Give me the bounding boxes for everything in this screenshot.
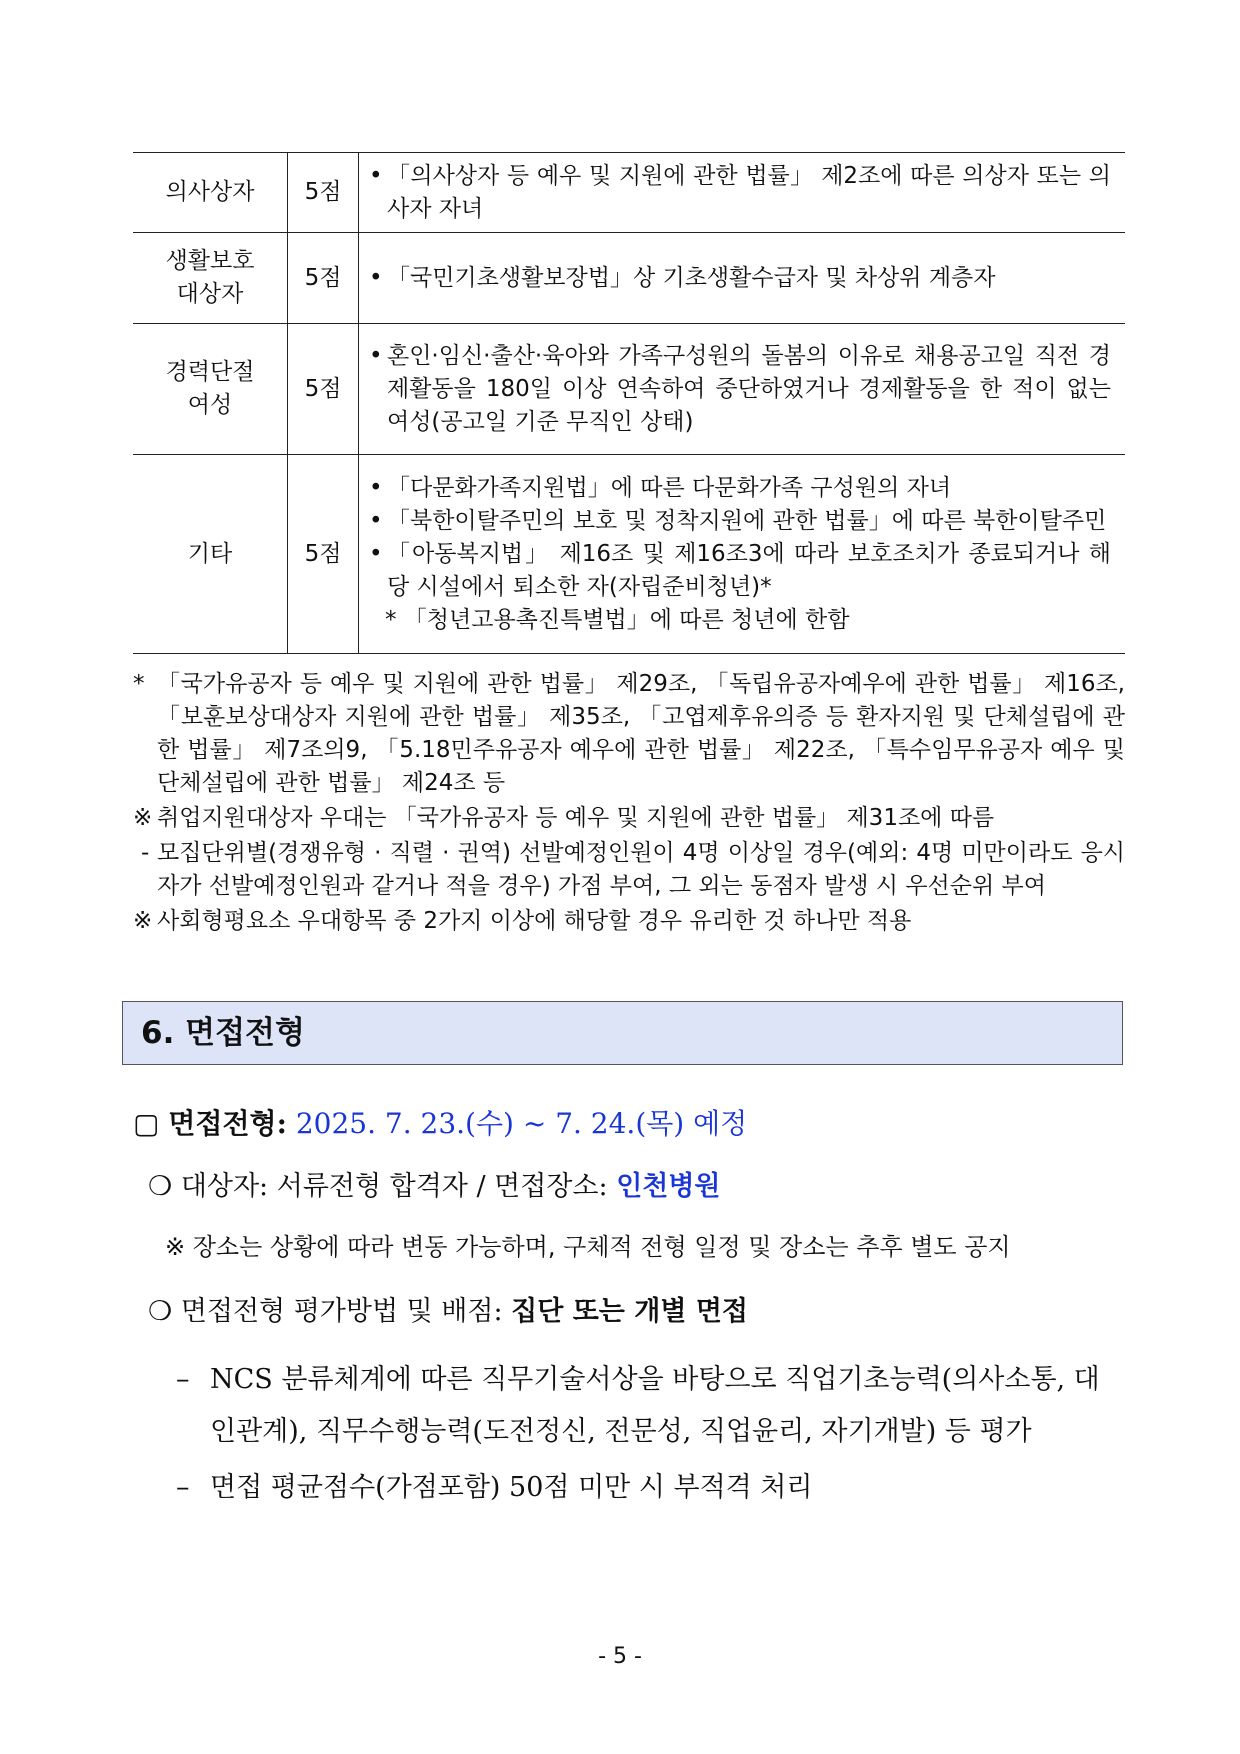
list-item	[176, 1354, 1124, 1458]
bullet-icon: •	[369, 264, 383, 291]
note-text: 「국가유공자 등 예우 및 지원에 관한 법률」 제29조, 「독립유공자예우에 관한 법률」 제16조, 「보훈보상대상자 지원에 관한 법률」 제35조, 「고엽제후유의증 등 환자지원 및 단체설립에 관한 법률」 제7조의9, 「5.18민주유공자 예우에 관한 법률」 제22조, 「특수임무유공자 예우 및 단체설립에 관한 법률」 제24조 등	[157, 671, 1125, 796]
interview-place: 인천병원	[616, 1171, 721, 1202]
table-row	[133, 455, 1125, 654]
points-cell: 5점	[288, 233, 359, 324]
note-text: 사회형평요소 우대항목 중 2가지 이상에 해당할 경우 유리한 것 하나만 적용	[157, 908, 912, 934]
venue-note: ※ 장소는 상황에 따라 변동 가능하며, 구체적 전형 일정 및 장소는 추후 별도 공지	[165, 1233, 1011, 1261]
description-item: 「북한이탈주민의 보호 및 정착지원에 관한 법률」에 따른 북한이탈주민	[387, 507, 1107, 534]
note-item	[133, 668, 1125, 800]
bullet-icon: •	[369, 507, 383, 534]
category-line: 여성	[187, 392, 233, 418]
note-mark: *	[133, 671, 145, 697]
schedule-line	[133, 1104, 747, 1144]
category-cell: 의사상자	[133, 153, 288, 233]
schedule-label: 면접전형	[168, 1107, 277, 1140]
page-number: - 5 -	[598, 1644, 642, 1669]
category-cell	[133, 233, 288, 324]
method-label: 면접전형 평가방법 및 배점:	[180, 1296, 503, 1327]
description-cell	[359, 153, 1126, 233]
note-text: 모집단위별(경쟁유형 · 직렬 · 권역) 선발예정인원이 4명 이상일 경우(예외: 4명 미만이라도 응시자가 선발예정인원과 같거나 적을 경우) 가점 부여, 그 외는 동점자 발생 시 우선순위 부여	[157, 840, 1125, 899]
note-item	[133, 802, 1125, 835]
note-item	[133, 837, 1125, 903]
bullet-icon: •	[369, 540, 383, 567]
category-line: 경력단절	[165, 359, 255, 385]
description-cell	[359, 324, 1126, 455]
description-item: 「의사상자 등 예우 및 지원에 관한 법률」 제2조에 따른 의상자 또는 의사자 자녀	[387, 162, 1111, 222]
detail-text: 면접 평균점수(가점포함) 50점 미만 시 부적격 처리	[210, 1472, 813, 1503]
dash-icon: –	[176, 1364, 190, 1395]
circle-bullet-icon: ❍	[148, 1296, 173, 1327]
target-line	[148, 1167, 721, 1207]
table-row	[133, 233, 1125, 324]
note-text: 취업지원대상자 우대는 「국가유공자 등 예우 및 지원에 관한 법률」 제31조에 따름	[157, 805, 995, 831]
notes-block	[133, 668, 1125, 938]
category-cell: 기타	[133, 455, 288, 654]
table-row	[133, 324, 1125, 455]
note-item	[133, 905, 1125, 938]
target-label: 대상자: 서류전형 합격자 / 면접장소:	[180, 1171, 608, 1202]
note-mark: ※	[133, 908, 153, 934]
points-cell: 5점	[288, 455, 359, 654]
method-value: 집단 또는 개별 면접	[511, 1296, 749, 1327]
description-cell	[359, 233, 1126, 324]
detail-text: NCS 분류체계에 따른 직무기술서상을 바탕으로 직업기초능력(의사소통, 대인관계), 직무수행능력(도전정신, 전문성, 직업윤리, 자기개발) 등 평가	[210, 1364, 1100, 1447]
category-cell	[133, 324, 288, 455]
footnote: * 「청년고용촉진특별법」에 따른 청년에 한함	[385, 606, 850, 633]
description-item: 「아동복지법」 제16조 및 제16조3에 따라 보호조치가 종료되거나 해당 시설에서 퇴소한 자(자립준비청년)*	[387, 540, 1111, 600]
list-item	[176, 1462, 1124, 1514]
description-item: 「국민기초생활보장법」상 기초생활수급자 및 차상위 계층자	[387, 264, 996, 291]
points-cell: 5점	[288, 324, 359, 455]
preference-table	[133, 152, 1125, 654]
method-line	[148, 1292, 748, 1332]
detail-list	[176, 1354, 1124, 1514]
note-mark: ※	[133, 805, 153, 831]
section-header: 6. 면접전형	[122, 1001, 1123, 1065]
description-item: 「다문화가족지원법」에 따른 다문화가족 구성원의 자녀	[387, 474, 952, 501]
schedule-date: 2025. 7. 23.(수) ~ 7. 24.(목) 예정	[295, 1107, 748, 1140]
circle-bullet-icon: ❍	[148, 1171, 173, 1202]
bullet-icon: •	[369, 342, 383, 369]
points-cell: 5점	[288, 153, 359, 233]
description-cell	[359, 455, 1126, 654]
checkbox-icon: ▢	[133, 1107, 160, 1140]
bullet-icon: •	[369, 162, 383, 189]
category-line: 생활보호	[165, 248, 255, 274]
category-line: 대상자	[176, 281, 244, 307]
label-colon: :	[276, 1107, 287, 1140]
note-mark: -	[141, 840, 150, 866]
bullet-icon: •	[369, 474, 383, 501]
description-item: 혼인·임신·출산·육아와 가족구성원의 돌봄의 이유로 채용공고일 직전 경제활동을 180일 이상 연속하여 중단하였거나 경제활동을 한 적이 없는 여성(공고일 기준 무직인 상태)	[387, 342, 1111, 435]
table-row	[133, 153, 1125, 233]
dash-icon: –	[176, 1472, 190, 1503]
